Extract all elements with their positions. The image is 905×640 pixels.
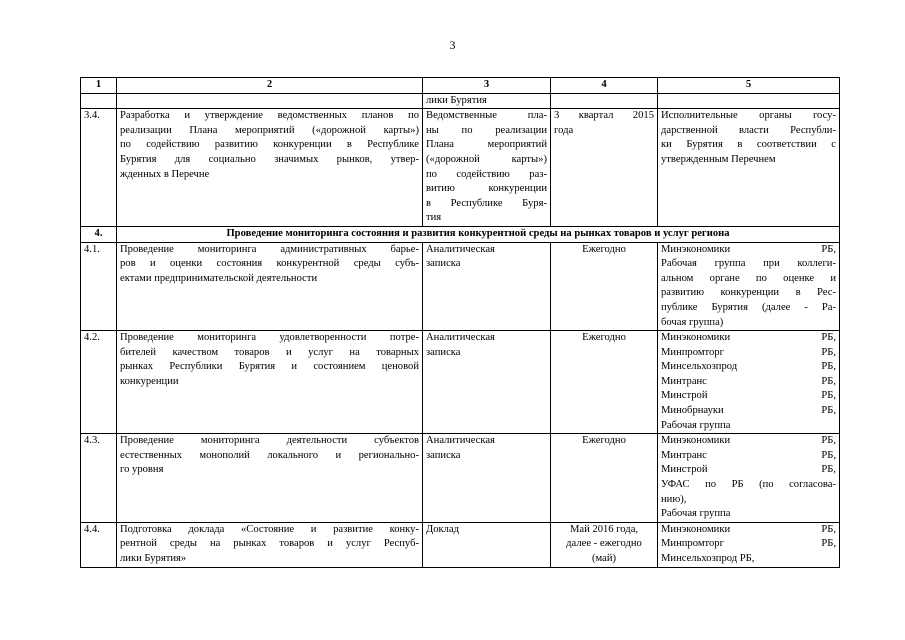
result-cell-line: Плана мероприятий [426, 139, 547, 151]
result-cell-line: по содействию раз- [426, 168, 547, 180]
responsible-cell-line: Минэкономики РБ, [661, 332, 836, 344]
activity-cell-line: ров и оценки состояния конкурентной среды субъ- [120, 258, 419, 270]
result-cell [423, 522, 551, 567]
deadline-cell-line: (май) [591, 553, 617, 564]
action-plan-table [80, 77, 840, 568]
header-col-3: 3 [423, 78, 551, 94]
activity-cell-line: Проведение мониторинга административных барье- [120, 243, 419, 255]
responsible-cell-line: Минтранс РБ, [661, 449, 836, 461]
table-row [81, 434, 840, 523]
page-number: 3 [449, 38, 456, 52]
activity-cell-line: лики Бурятия» [120, 553, 187, 564]
deadline-cell-line: Май 2016 года, [569, 523, 639, 535]
responsible-cell-line: утвержденным Перечнем [661, 153, 776, 165]
responsible-cell [658, 522, 840, 567]
responsible-cell-line: бочая группа) [661, 316, 724, 328]
responsible-cell-line: Минстрой РБ, [661, 390, 836, 402]
table-row [81, 242, 840, 331]
responsible-cell-line: Минэкономики РБ, [661, 435, 836, 447]
result-cell-line: Аналитическая [426, 332, 495, 344]
responsible-cell-line: Рабочая группа при коллеги- [661, 258, 836, 270]
result-cell [423, 434, 551, 523]
responsible-cell-line: Минсельхозпрод РБ, [661, 361, 836, 373]
responsible-cell [658, 109, 840, 227]
result-cell-line: Аналитическая [426, 435, 495, 447]
activity-cell-line: естественных монополий локального и регионально- [120, 449, 419, 461]
deadline-cell-line: 3 квартал 2015 [554, 110, 654, 122]
continuation-row [81, 93, 840, 109]
result-cell-line: записка [426, 258, 461, 270]
activity-cell [117, 331, 423, 434]
responsible-cell-line: публике Бурятия (далее - Ра- [661, 301, 836, 313]
activity-cell-line: рынках Республики Бурятия и состоянием ценовой [120, 361, 419, 373]
responsible-cell-line: Минсельхозпрод РБ, [661, 553, 755, 564]
deadline-cell [551, 109, 658, 227]
activity-cell-line: жденных в Перечне [120, 168, 210, 180]
result-cell-line: записка [426, 346, 461, 358]
continuation-activity [117, 93, 423, 109]
activity-cell-line: конкуренции [120, 375, 179, 387]
responsible-cell-line: Минэкономики РБ, [661, 523, 836, 535]
responsible-cell-line: Минтранс РБ, [661, 375, 836, 387]
responsible-cell-line: развитию конкуренции в Рес- [661, 287, 836, 299]
responsible-cell-line: Рабочая группа [661, 508, 731, 520]
responsible-cell-line: Рабочая группа [661, 419, 731, 431]
deadline-cell-line: Ежегодно [582, 332, 626, 344]
table-row [81, 522, 840, 567]
activity-cell [117, 242, 423, 331]
deadline-cell [551, 522, 658, 567]
activity-cell-line: Бурятия для социально значимых рынков, утвер- [120, 153, 419, 165]
continuation-result: лики Бурятия [423, 93, 551, 109]
deadline-cell-line: Ежегодно [582, 435, 626, 447]
result-cell-line: тия [426, 212, 442, 224]
responsible-cell [658, 242, 840, 331]
responsible-cell-line: нию), [661, 493, 687, 505]
activity-cell-line: ектами предпринимательской деятельности [120, 272, 318, 284]
continuation-responsible [658, 93, 840, 109]
result-cell-line: Аналитическая [426, 243, 495, 255]
deadline-cell [551, 242, 658, 331]
activity-cell [117, 109, 423, 227]
header-col-1: 1 [81, 78, 117, 94]
result-cell [423, 331, 551, 434]
activity-cell-line: реализации Плана мероприятий («дорожной карты») [120, 124, 419, 136]
result-cell-line: Доклад [426, 523, 460, 535]
section-title: Проведение мониторинга состояния и развития конкурентной среды на рынках товаров и услуг региона [117, 226, 840, 242]
responsible-cell-line: Минпромторг РБ, [661, 538, 836, 550]
header-col-5: 5 [658, 78, 840, 94]
responsible-cell-line: ки Бурятия в соответствии с [661, 139, 836, 151]
table-row [81, 109, 840, 227]
responsible-cell-line: Минпромторг РБ, [661, 346, 836, 358]
activity-cell-line: бителей качеством товаров и услуг на товарных [120, 346, 419, 358]
deadline-cell [551, 331, 658, 434]
activity-cell-line: рентной среды на рынках товаров и услуг Респуб- [120, 538, 419, 550]
activity-cell-line: Подготовка доклада «Состояние и развитие конку- [120, 523, 419, 535]
section-number: 4. [81, 226, 117, 242]
row-number: 4.2. [81, 331, 117, 434]
table-row [81, 331, 840, 434]
activity-cell-line: по содействию развитию конкуренции в Республике [120, 139, 419, 151]
section-row [81, 226, 840, 242]
result-cell [423, 109, 551, 227]
responsible-cell-line: Минстрой РБ, [661, 464, 836, 476]
result-cell-line: записка [426, 449, 461, 461]
activity-cell [117, 434, 423, 523]
continuation-deadline [551, 93, 658, 109]
responsible-cell-line: УФАС по РБ (по согласова- [661, 479, 836, 491]
result-cell-line: Ведомственные пла- [426, 110, 547, 122]
result-cell [423, 242, 551, 331]
activity-cell [117, 522, 423, 567]
deadline-cell-line: года [554, 124, 574, 136]
responsible-cell-line: альном органе по оценке и [661, 272, 836, 284]
row-number: 3.4. [81, 109, 117, 227]
continuation-num [81, 93, 117, 109]
result-cell-line: («дорожной карты») [426, 153, 547, 165]
activity-cell-line: Проведение мониторинга удовлетворенности потре- [120, 332, 419, 344]
responsible-cell-line: Исполнительные органы госу- [661, 110, 836, 122]
responsible-cell-line: Минэкономики РБ, [661, 243, 836, 255]
responsible-cell [658, 434, 840, 523]
table-header-row [81, 78, 840, 94]
header-col-2: 2 [117, 78, 423, 94]
row-number: 4.1. [81, 242, 117, 331]
deadline-cell-line: далее - ежегодно [566, 538, 642, 550]
result-cell-line: в Республике Буря- [426, 197, 547, 209]
responsible-cell-line: Минобрнауки РБ, [661, 405, 836, 417]
responsible-cell [658, 331, 840, 434]
header-col-4: 4 [551, 78, 658, 94]
responsible-cell-line: дарственной власти Республи- [661, 124, 836, 136]
activity-cell-line: Проведение мониторинга деятельности субъектов [120, 435, 419, 447]
deadline-cell-line: Ежегодно [582, 243, 626, 255]
deadline-cell [551, 434, 658, 523]
activity-cell-line: Разработка и утверждение ведомственных планов по [120, 110, 419, 122]
row-number: 4.4. [81, 522, 117, 567]
result-cell-line: витию конкуренции [426, 183, 547, 195]
result-cell-line: ны по реализации [426, 124, 547, 136]
activity-cell-line: го уровня [120, 464, 164, 476]
row-number: 4.3. [81, 434, 117, 523]
